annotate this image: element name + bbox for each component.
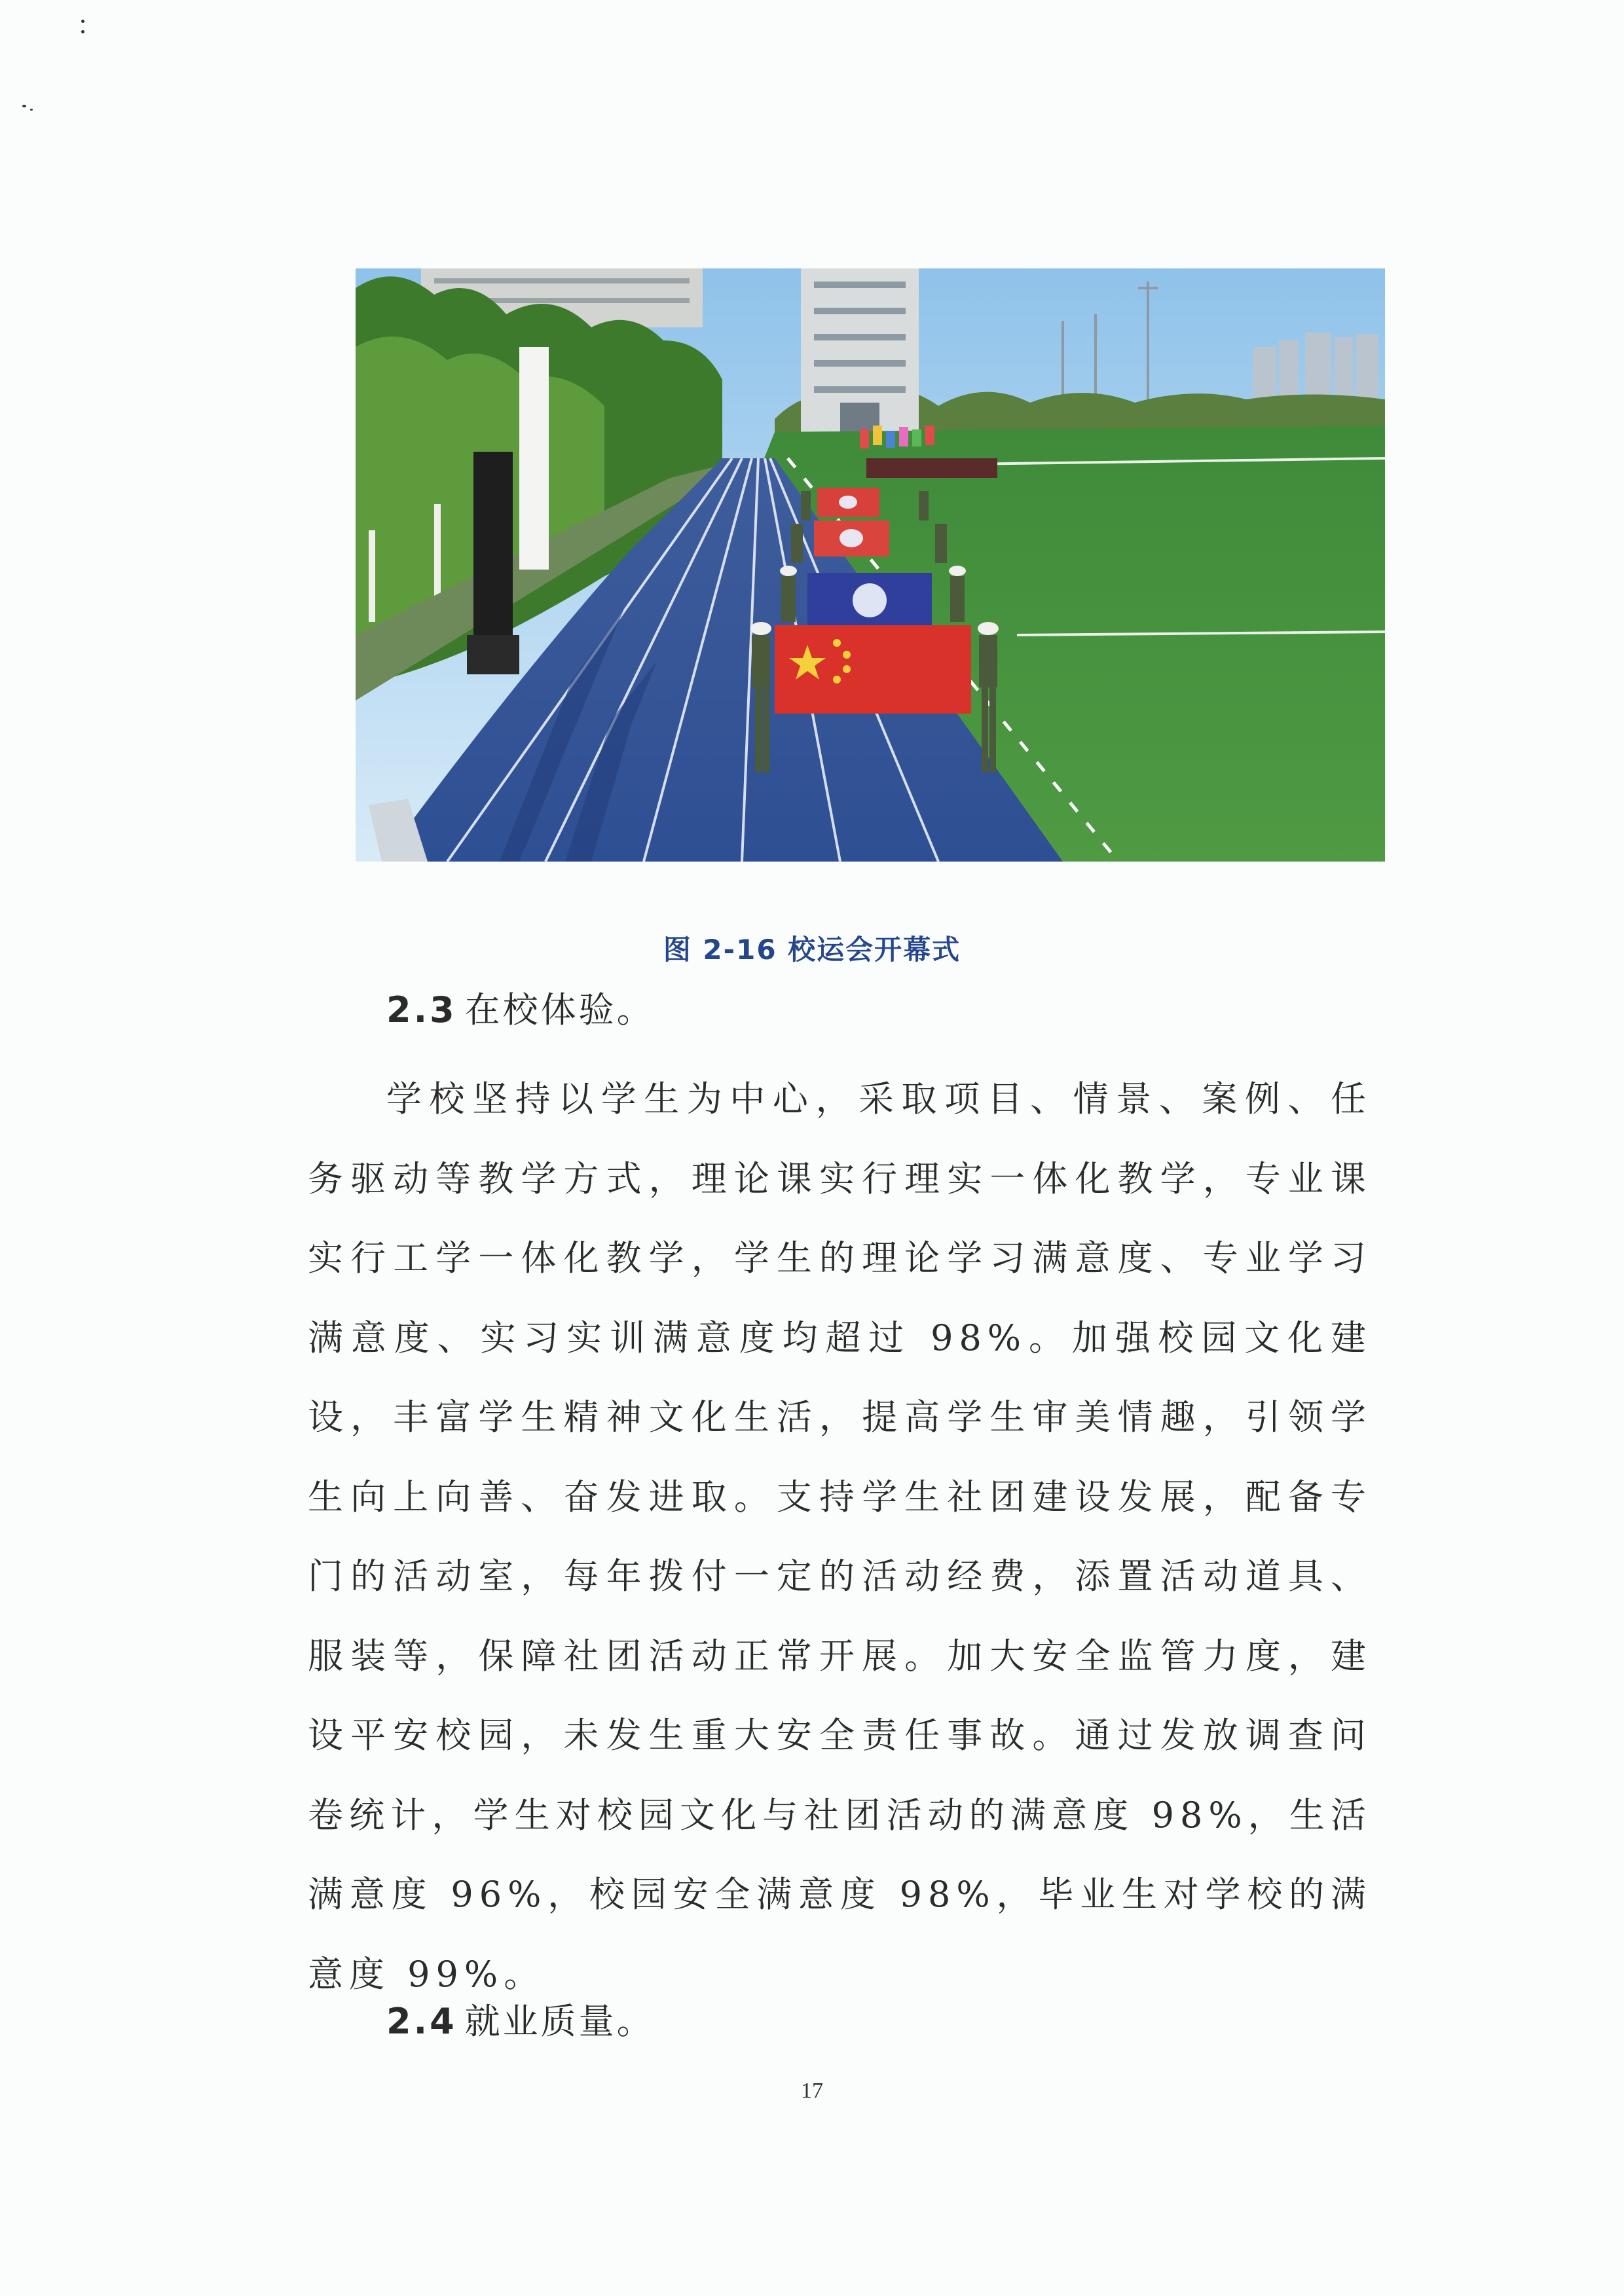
section-title: 在校体验。 [464, 989, 655, 1030]
section-number: 2.4 [386, 2001, 457, 2042]
sports-meeting-opening-photo [356, 268, 1385, 862]
section-paragraph: 学校坚持以学生为中心，采取项目、情景、案例、任务驱动等教学方式，理论课实行理实一体化教学，专业课实行工学一体化教学，学生的理论学习满意度、专业学习满意度、实习实训满意度均超过 98%。加强校园文化建设，丰富学生精神文化生活，提高学生审美情趣，引领学生向上向善、奋发进取。支持学生社团建设发展，配备专门的活动室，每年拨付一定的活动经费，添置活动道具、服装等，保障社团活动正常开展。加大安全监管力度，建设平安校园，未发生重大安全责任事故。通过发放调查问卷统计，学生对校园文化与社团活动的满意度 98%，生活满意度 96%，校园安全满意度 98%，毕业生对学校的满意度 99%。 [308, 1078, 1372, 1995]
section-heading-2-4 [386, 1994, 655, 2044]
scan-speck [22, 105, 26, 107]
section-heading-2-3 [386, 982, 655, 1032]
scan-speck [81, 20, 84, 23]
figure-caption: 图 2-16 校运会开幕式 [663, 934, 961, 966]
scan-speck [30, 109, 33, 111]
page-number: 17 [801, 2079, 823, 2103]
section-title: 就业质量。 [464, 2001, 655, 2042]
scan-speck [81, 30, 84, 33]
section-number: 2.3 [386, 989, 457, 1030]
